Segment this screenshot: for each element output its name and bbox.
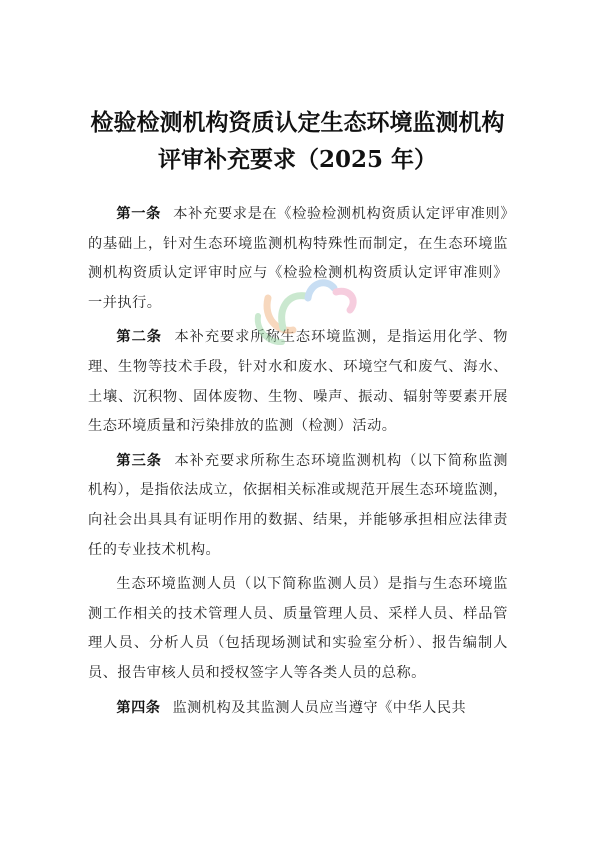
article-3-paragraph-2 — [88, 570, 508, 688]
article-text: 监测机构及其监测人员应当遵守《中华人民共 — [172, 699, 467, 716]
article-text: 本补充要求所称生态环境监测，是指运用化学、物理、生物等技术手段，针对水和废水、环境空气和废气、海水、土壤、沉积物、固体废物、生物、噪声、振动、辐射等要素开展生态环境质量和污染排放的监测（检测）活动。 — [88, 329, 508, 435]
article-heading: 第三条 — [116, 452, 162, 469]
article-2 — [88, 323, 508, 441]
title-line-1: 检验检测机构资质认定生态环境监测机构 — [90, 109, 505, 136]
article-4 — [88, 694, 508, 724]
article-heading: 第一条 — [116, 206, 162, 222]
article-1 — [88, 200, 508, 318]
article-text: 本补充要求所称生态环境监测机构（以下简称监测机构），是指依法成立，依据相关标准或规范开展生态环境监测，向社会出具具有证明作用的数据、结果，并能够承担相应法律责任的专业技术机构。 — [88, 452, 508, 558]
article-text: 生态环境监测人员（以下简称监测人员）是指与生态环境监测工作相关的技术管理人员、质量管理人员、采样人员、样品管理人员、分析人员（包括现场测试和实验室分析）、报告编制人员、报告审核人员和授权签字人等各类人员的总称。 — [88, 576, 508, 681]
document-title — [60, 104, 535, 178]
article-text: 本补充要求是在《检验检测机构资质认定评审准则》的基础上，针对生态环境监测机构特殊性而制定，在生态环境监测机构资质认定评审时应与《检验检测机构资质认定评审准则》一并执行。 — [88, 206, 508, 311]
article-3 — [88, 447, 508, 565]
article-heading: 第四条 — [116, 699, 161, 716]
document-body — [88, 200, 508, 728]
title-line-2: 评审补充要求（2025 年） — [157, 146, 438, 173]
article-heading: 第二条 — [116, 329, 162, 346]
